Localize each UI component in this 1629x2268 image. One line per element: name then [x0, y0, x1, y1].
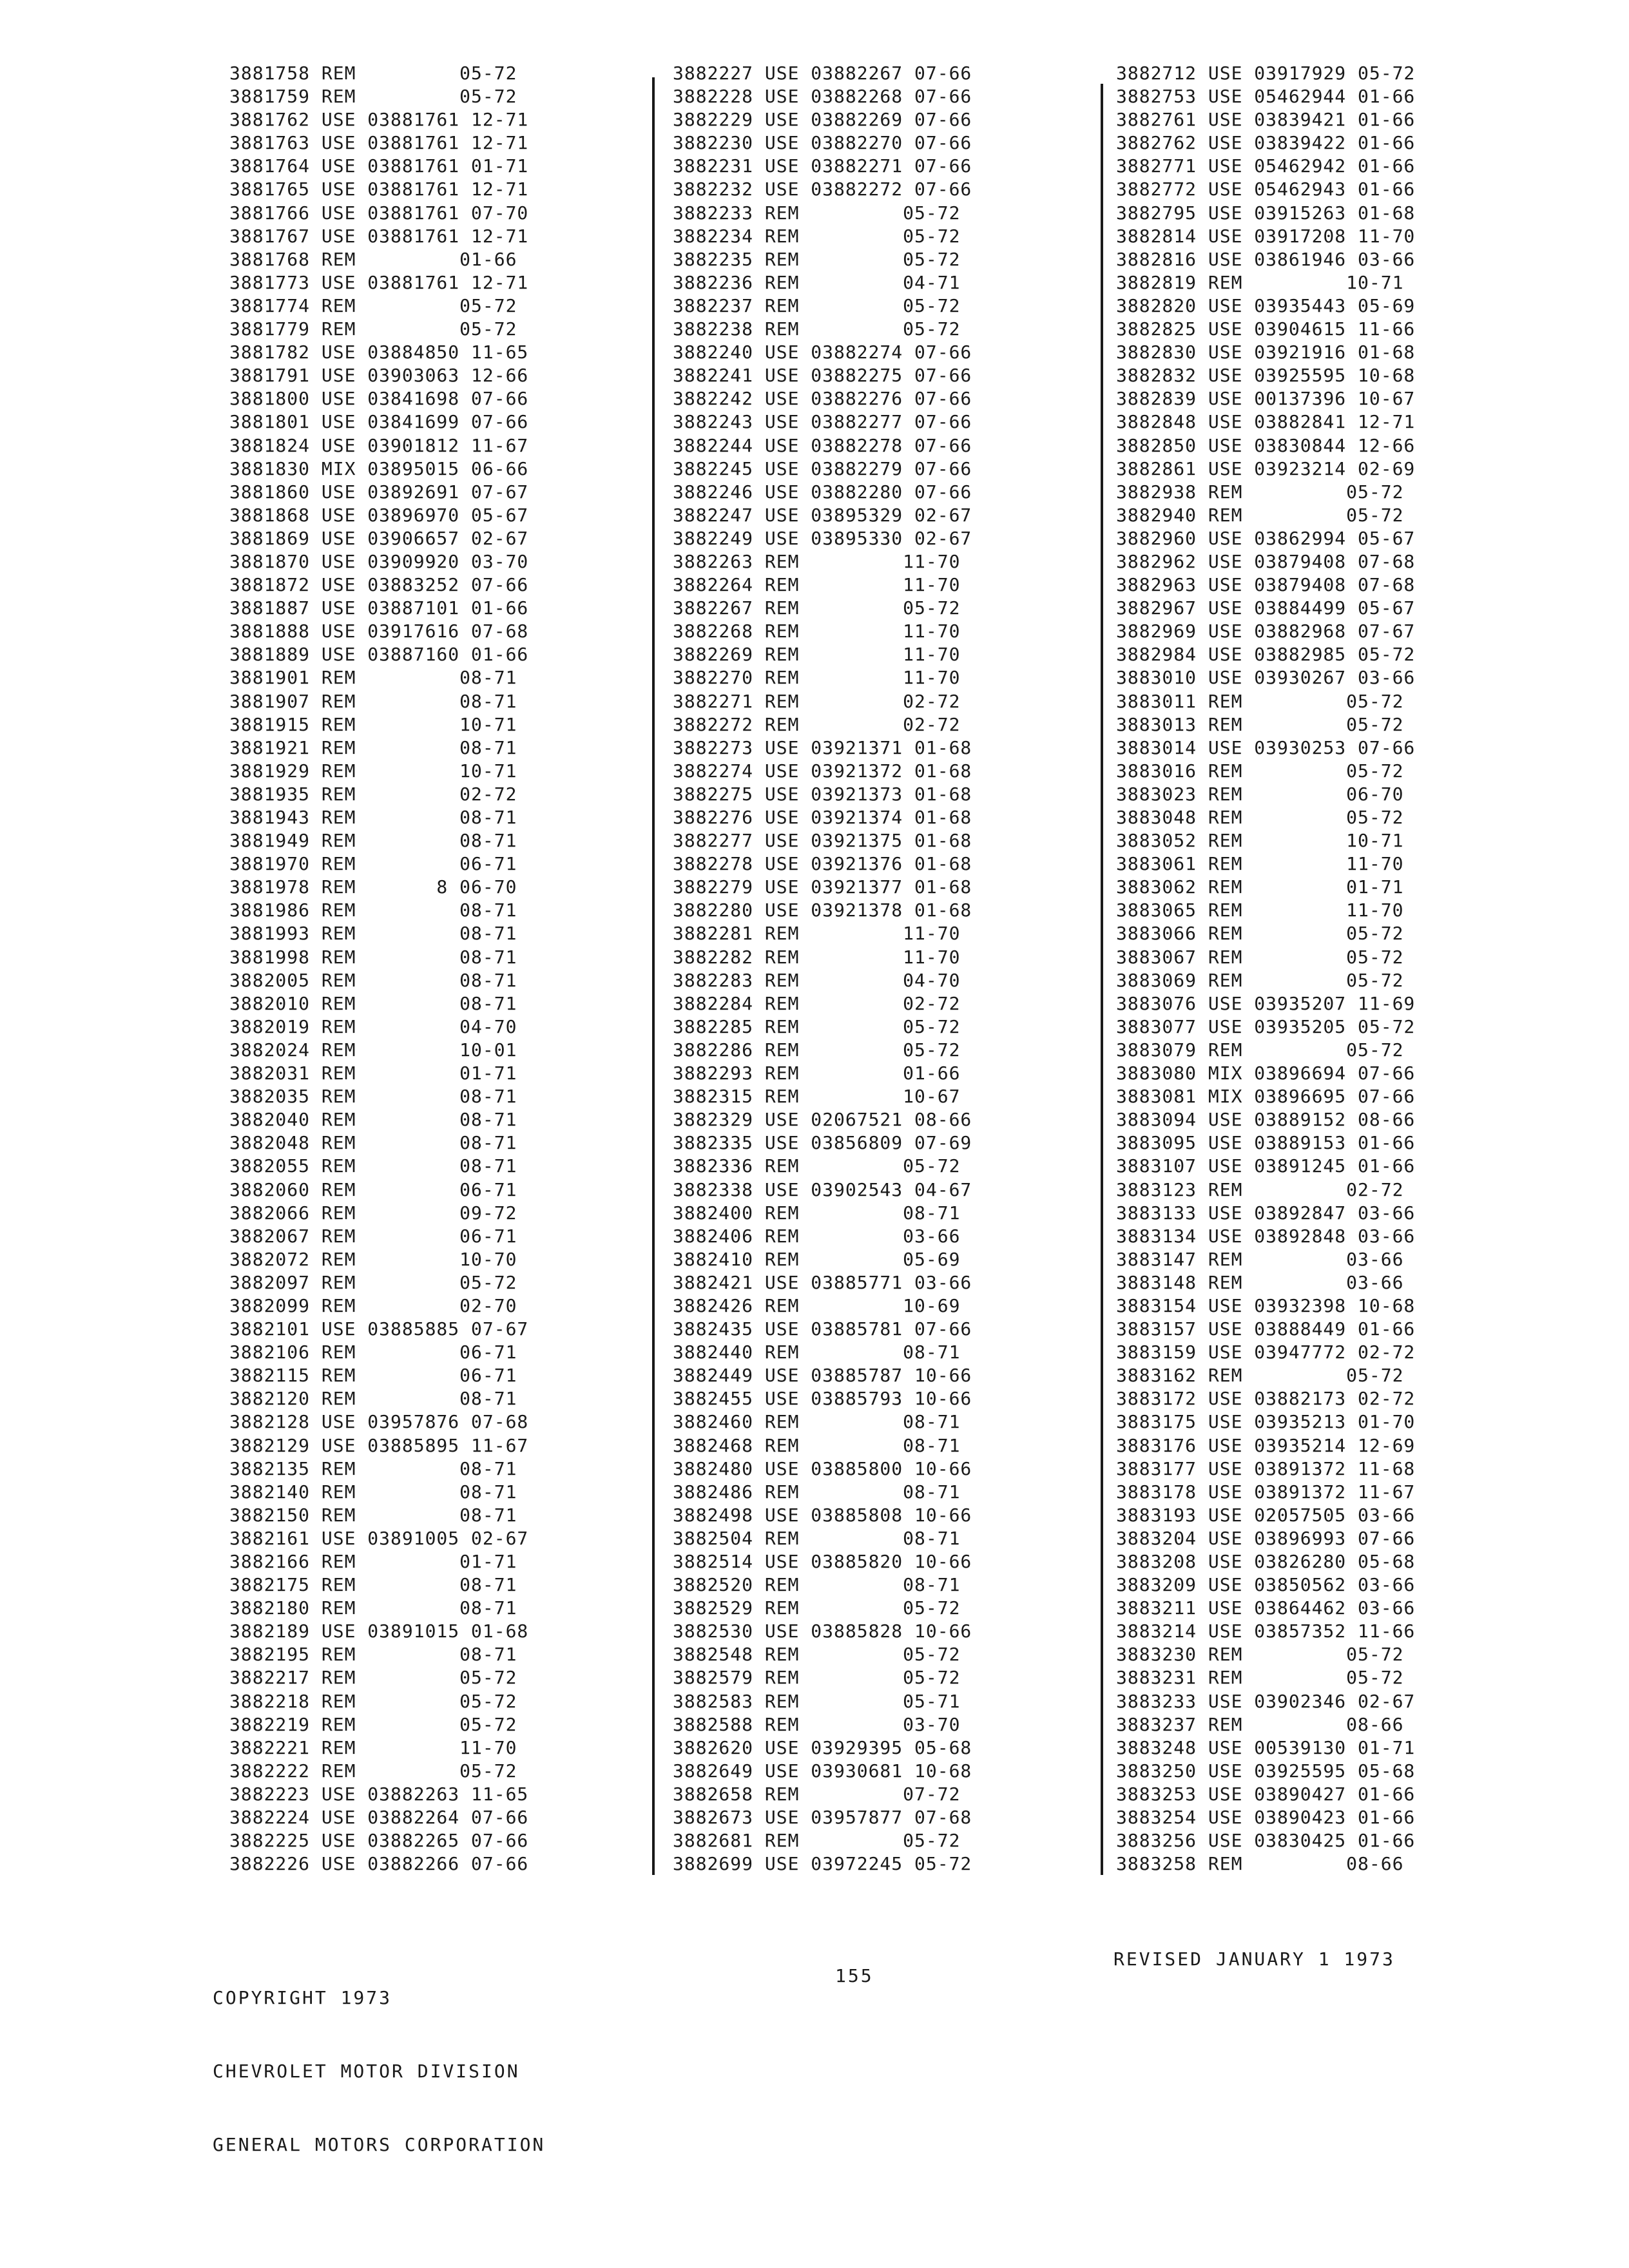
part-entry: 3881800 USE 03841698 07-66	[229, 388, 529, 410]
part-entry: 3883013 REM 05-72	[1116, 713, 1404, 735]
part-entry: 3882264 REM 11-70	[673, 574, 961, 596]
part-entry: 3882222 REM 05-72	[229, 1760, 517, 1782]
part-entry: 3883159 USE 03947772 02-72	[1116, 1341, 1416, 1363]
part-entry: 3882681 REM 05-72	[673, 1830, 961, 1852]
part-entry: 3882236 REM 04-71	[673, 271, 961, 293]
part-entry: 3882772 USE 05462943 01-66	[1116, 178, 1416, 200]
part-entry: 3882486 REM 08-71	[673, 1481, 961, 1503]
part-entry: 3882035 REM 08-71	[229, 1086, 517, 1108]
part-entry: 3882231 USE 03882271 07-66	[673, 155, 972, 177]
part-entry: 3882440 REM 08-71	[673, 1341, 961, 1363]
part-entry: 3881860 USE 03892691 07-67	[229, 481, 529, 503]
part-entry: 3883095 USE 03889153 01-66	[1116, 1132, 1416, 1154]
part-entry: 3883010 USE 03930267 03-66	[1116, 667, 1416, 689]
part-entry: 3882106 REM 06-71	[229, 1341, 517, 1363]
part-entry: 3882426 REM 10-69	[673, 1294, 961, 1316]
part-entry: 3883147 REM 03-66	[1116, 1248, 1404, 1270]
part-entry: 3882060 REM 06-71	[229, 1178, 517, 1200]
part-entry: 3882969 USE 03882968 07-67	[1116, 620, 1416, 642]
part-entry: 3881907 REM 08-71	[229, 690, 517, 712]
part-entry: 3882848 USE 03882841 12-71	[1116, 411, 1416, 433]
part-entry: 3882819 REM 10-71	[1116, 271, 1404, 293]
part-entry: 3881768 REM 01-66	[229, 248, 517, 270]
part-entry: 3882224 USE 03882264 07-66	[229, 1807, 529, 1829]
part-entry: 3882217 REM 05-72	[229, 1667, 517, 1689]
part-entry: 3883077 USE 03935205 05-72	[1116, 1015, 1416, 1037]
part-entry: 3882753 USE 05462944 01-66	[1116, 86, 1416, 108]
part-entry: 3882010 REM 08-71	[229, 992, 517, 1014]
part-entry: 3882175 REM 08-71	[229, 1574, 517, 1596]
part-entry: 3881801 USE 03841699 07-66	[229, 411, 529, 433]
part-entry: 3882329 USE 02067521 08-66	[673, 1109, 972, 1131]
part-entry: 3882960 USE 03862994 05-67	[1116, 527, 1416, 549]
part-entry: 3883253 USE 03890427 01-66	[1116, 1783, 1416, 1805]
part-entry: 3882235 REM 05-72	[673, 248, 961, 270]
part-entry: 3882150 REM 08-71	[229, 1504, 517, 1526]
part-entry: 3881915 REM 10-71	[229, 713, 517, 735]
part-entry: 3881868 USE 03896970 05-67	[229, 504, 529, 526]
part-entry: 3882816 USE 03861946 03-66	[1116, 248, 1416, 270]
part-entry: 3882814 USE 03917208 11-70	[1116, 225, 1416, 247]
part-entry: 3883256 USE 03830425 01-66	[1116, 1830, 1416, 1852]
column-divider	[652, 77, 655, 1875]
part-entry: 3882066 REM 09-72	[229, 1202, 517, 1224]
part-entry: 3882099 REM 02-70	[229, 1294, 517, 1316]
part-entry: 3882480 USE 03885800 10-66	[673, 1457, 972, 1479]
part-entry: 3881889 USE 03887160 01-66	[229, 644, 529, 666]
part-entry: 3881993 REM 08-71	[229, 923, 517, 945]
part-entry: 3881929 REM 10-71	[229, 760, 517, 782]
part-entry: 3883237 REM 08-66	[1116, 1713, 1404, 1735]
part-entry: 3882223 USE 03882263 11-65	[229, 1783, 529, 1805]
part-entry: 3882712 USE 03917929 05-72	[1116, 62, 1416, 84]
part-entry: 3882336 REM 05-72	[673, 1155, 961, 1177]
part-entry: 3883208 USE 03826280 05-68	[1116, 1551, 1416, 1572]
part-entry: 3882241 USE 03882275 07-66	[673, 365, 972, 387]
part-entry: 3882435 USE 03885781 07-66	[673, 1318, 972, 1340]
part-entry: 3882225 USE 03882265 07-66	[229, 1830, 529, 1852]
part-entry: 3882460 REM 08-71	[673, 1411, 961, 1433]
part-entry: 3882166 REM 01-71	[229, 1551, 517, 1572]
part-entry: 3881872 USE 03883252 07-66	[229, 574, 529, 596]
part-entry: 3882455 USE 03885793 10-66	[673, 1388, 972, 1410]
part-entry: 3883061 REM 11-70	[1116, 853, 1404, 875]
part-entry: 3882967 USE 03884499 05-67	[1116, 597, 1416, 619]
part-entry: 3882984 USE 03882985 05-72	[1116, 644, 1416, 666]
part-entry: 3883175 USE 03935213 01-70	[1116, 1411, 1416, 1433]
part-entry: 3882232 USE 03882272 07-66	[673, 178, 972, 200]
part-entry: 3881759 REM 05-72	[229, 86, 517, 108]
part-entry: 3881888 USE 03917616 07-68	[229, 620, 529, 642]
part-entry: 3882280 USE 03921378 01-68	[673, 899, 972, 921]
part-entry: 3882120 REM 08-71	[229, 1388, 517, 1410]
part-entry: 3883154 USE 03932398 10-68	[1116, 1294, 1416, 1316]
part-entry: 3883011 REM 05-72	[1116, 690, 1404, 712]
part-entry: 3881763 USE 03881761 12-71	[229, 132, 529, 154]
part-entry: 3883211 USE 03864462 03-66	[1116, 1597, 1416, 1619]
part-entry: 3882019 REM 04-70	[229, 1015, 517, 1037]
part-entry: 3882504 REM 08-71	[673, 1527, 961, 1549]
part-entry: 3882649 USE 03930681 10-68	[673, 1760, 972, 1782]
part-entry: 3881943 REM 08-71	[229, 807, 517, 828]
corporation-line: GENERAL MOTORS CORPORATION	[213, 2134, 546, 2155]
division-line: CHEVROLET MOTOR DIVISION	[213, 2061, 520, 2082]
part-entry: 3881887 USE 03887101 01-66	[229, 597, 529, 619]
part-entry: 3882005 REM 08-71	[229, 969, 517, 991]
part-entry: 3882620 USE 03929395 05-68	[673, 1736, 972, 1758]
part-entry: 3882940 REM 05-72	[1116, 504, 1404, 526]
part-entry: 3882839 USE 00137396 10-67	[1116, 388, 1416, 410]
part-entry: 3883133 USE 03892847 03-66	[1116, 1202, 1416, 1224]
part-entry: 3881870 USE 03909920 03-70	[229, 550, 529, 572]
part-entry: 3881935 REM 02-72	[229, 783, 517, 805]
part-entry: 3882227 USE 03882267 07-66	[673, 62, 972, 84]
part-entry: 3881998 REM 08-71	[229, 946, 517, 968]
column-divider	[1101, 84, 1103, 1875]
part-entry: 3881901 REM 08-71	[229, 667, 517, 689]
part-entry: 3882468 REM 08-71	[673, 1434, 961, 1456]
part-entry: 3882279 USE 03921377 01-68	[673, 876, 972, 898]
part-entry: 3881767 USE 03881761 12-71	[229, 225, 529, 247]
part-entry: 3882274 USE 03921372 01-68	[673, 760, 972, 782]
part-entry: 3882286 REM 05-72	[673, 1039, 961, 1061]
part-entry: 3882762 USE 03839422 01-66	[1116, 132, 1416, 154]
part-entry: 3882400 REM 08-71	[673, 1202, 961, 1224]
part-entry: 3882245 USE 03882279 07-66	[673, 457, 972, 479]
part-entry: 3883233 USE 03902346 02-67	[1116, 1690, 1416, 1712]
part-entry: 3883214 USE 03857352 11-66	[1116, 1620, 1416, 1642]
part-entry: 3882673 USE 03957877 07-68	[673, 1807, 972, 1829]
part-entry: 3882230 USE 03882270 07-66	[673, 132, 972, 154]
part-entry: 3882228 USE 03882268 07-66	[673, 86, 972, 108]
part-entry: 3882072 REM 10-70	[229, 1248, 517, 1270]
part-entry: 3882234 REM 05-72	[673, 225, 961, 247]
part-entry: 3883209 USE 03850562 03-66	[1116, 1574, 1416, 1596]
part-entry: 3882861 USE 03923214 02-69	[1116, 457, 1416, 479]
part-entry: 3882699 USE 03972245 05-72	[673, 1853, 972, 1875]
parts-column-2	[673, 62, 1085, 1876]
part-entry: 3881869 USE 03906657 02-67	[229, 527, 529, 549]
part-entry: 3883065 REM 11-70	[1116, 899, 1404, 921]
part-entry: 3882335 USE 03856809 07-69	[673, 1132, 972, 1154]
part-entry: 3882189 USE 03891015 01-68	[229, 1620, 529, 1642]
part-entry: 3883052 REM 10-71	[1116, 830, 1404, 852]
part-entry: 3882233 REM 05-72	[673, 202, 961, 224]
part-entry: 3883066 REM 05-72	[1116, 923, 1404, 945]
part-entry: 3883048 REM 05-72	[1116, 807, 1404, 828]
part-entry: 3882825 USE 03904615 11-66	[1116, 318, 1416, 340]
part-entry: 3883248 USE 00539130 01-71	[1116, 1736, 1416, 1758]
part-entry: 3882850 USE 03830844 12-66	[1116, 434, 1416, 456]
part-entry: 3882128 USE 03957876 07-68	[229, 1411, 529, 1433]
part-entry: 3882240 USE 03882274 07-66	[673, 341, 972, 363]
part-entry: 3881830 MIX 03895015 06-66	[229, 457, 529, 479]
part-entry: 3882406 REM 03-66	[673, 1225, 961, 1247]
part-entry: 3881774 REM 05-72	[229, 294, 517, 316]
part-entry: 3883177 USE 03891372 11-68	[1116, 1457, 1416, 1479]
part-entry: 3882129 USE 03885895 11-67	[229, 1434, 529, 1456]
part-entry: 3883016 REM 05-72	[1116, 760, 1404, 782]
part-entry: 3883067 REM 05-72	[1116, 946, 1404, 968]
part-entry: 3883081 MIX 03896695 07-66	[1116, 1086, 1416, 1108]
part-entry: 3881949 REM 08-71	[229, 830, 517, 852]
part-entry: 3882270 REM 11-70	[673, 667, 961, 689]
part-entry: 3883250 USE 03925595 05-68	[1116, 1760, 1416, 1782]
part-entry: 3882761 USE 03839421 01-66	[1116, 109, 1416, 131]
part-entry: 3882101 USE 03885885 07-67	[229, 1318, 529, 1340]
part-entry: 3882048 REM 08-71	[229, 1132, 517, 1154]
part-entry: 3882820 USE 03935443 05-69	[1116, 294, 1416, 316]
copyright-line: COPYRIGHT 1973	[213, 1987, 392, 2008]
part-entry: 3883148 REM 03-66	[1116, 1271, 1404, 1293]
part-entry: 3881986 REM 08-71	[229, 899, 517, 921]
part-entry: 3882267 REM 05-72	[673, 597, 961, 619]
part-entry: 3881764 USE 03881761 01-71	[229, 155, 529, 177]
part-entry: 3882514 USE 03885820 10-66	[673, 1551, 972, 1572]
part-entry: 3883176 USE 03935214 12-69	[1116, 1434, 1416, 1456]
part-entry: 3883014 USE 03930253 07-66	[1116, 736, 1416, 758]
part-entry: 3881978 REM 8 06-70	[229, 876, 517, 898]
part-entry: 3883258 REM 08-66	[1116, 1853, 1404, 1875]
part-entry: 3882281 REM 11-70	[673, 923, 961, 945]
part-entry: 3882275 USE 03921373 01-68	[673, 783, 972, 805]
parts-column-1	[229, 62, 642, 1876]
part-entry: 3882449 USE 03885787 10-66	[673, 1365, 972, 1387]
part-entry: 3882579 REM 05-72	[673, 1667, 961, 1689]
part-entry: 3881758 REM 05-72	[229, 62, 517, 84]
part-entry: 3881824 USE 03901812 11-67	[229, 434, 529, 456]
part-entry: 3883172 USE 03882173 02-72	[1116, 1388, 1416, 1410]
part-entry: 3883254 USE 03890423 01-66	[1116, 1807, 1416, 1829]
part-entry: 3883123 REM 02-72	[1116, 1178, 1404, 1200]
part-entry: 3881762 USE 03881761 12-71	[229, 109, 529, 131]
part-entry: 3882338 USE 03902543 04-67	[673, 1178, 972, 1200]
part-entry: 3882237 REM 05-72	[673, 294, 961, 316]
part-entry: 3881921 REM 08-71	[229, 736, 517, 758]
part-entry: 3882243 USE 03882277 07-66	[673, 411, 972, 433]
part-entry: 3882529 REM 05-72	[673, 1597, 961, 1619]
part-entry: 3882832 USE 03925595 10-68	[1116, 365, 1416, 387]
part-entry: 3883069 REM 05-72	[1116, 969, 1404, 991]
part-entry: 3883062 REM 01-71	[1116, 876, 1404, 898]
part-entry: 3882229 USE 03882269 07-66	[673, 109, 972, 131]
part-entry: 3881782 USE 03884850 11-65	[229, 341, 529, 363]
part-entry: 3882282 REM 11-70	[673, 946, 961, 968]
part-entry: 3882218 REM 05-72	[229, 1690, 517, 1712]
part-entry: 3882097 REM 05-72	[229, 1271, 517, 1293]
part-entry: 3882938 REM 05-72	[1116, 481, 1404, 503]
part-entry: 3882268 REM 11-70	[673, 620, 961, 642]
part-entry: 3882031 REM 01-71	[229, 1062, 517, 1084]
part-entry: 3881765 USE 03881761 12-71	[229, 178, 529, 200]
part-entry: 3882180 REM 08-71	[229, 1597, 517, 1619]
part-entry: 3882284 REM 02-72	[673, 992, 961, 1014]
part-entry: 3882410 REM 05-69	[673, 1248, 961, 1270]
part-entry: 3882271 REM 02-72	[673, 690, 961, 712]
part-entry: 3883107 USE 03891245 01-66	[1116, 1155, 1416, 1177]
part-entry: 3881766 USE 03881761 07-70	[229, 202, 529, 224]
part-entry: 3882242 USE 03882276 07-66	[673, 388, 972, 410]
part-entry: 3882771 USE 05462942 01-66	[1116, 155, 1416, 177]
part-entry: 3882658 REM 07-72	[673, 1783, 961, 1805]
part-entry: 3882276 USE 03921374 01-68	[673, 807, 972, 828]
part-entry: 3881773 USE 03881761 12-71	[229, 271, 529, 293]
part-entry: 3882283 REM 04-70	[673, 969, 961, 991]
part-entry: 3882040 REM 08-71	[229, 1109, 517, 1131]
page-number: 155	[835, 1965, 874, 1986]
part-entry: 3882962 USE 03879408 07-68	[1116, 550, 1416, 572]
part-entry: 3882963 USE 03879408 07-68	[1116, 574, 1416, 596]
part-entry: 3881791 USE 03903063 12-66	[229, 365, 529, 387]
part-entry: 3882421 USE 03885771 03-66	[673, 1271, 972, 1293]
part-entry: 3882067 REM 06-71	[229, 1225, 517, 1247]
part-entry: 3882238 REM 05-72	[673, 318, 961, 340]
parts-column-3	[1116, 62, 1567, 1876]
part-entry: 3883094 USE 03889152 08-66	[1116, 1109, 1416, 1131]
part-entry: 3882285 REM 05-72	[673, 1015, 961, 1037]
part-entry: 3883178 USE 03891372 11-67	[1116, 1481, 1416, 1503]
copyright-block	[213, 1937, 545, 2182]
part-entry: 3882247 USE 03895329 02-67	[673, 504, 972, 526]
part-entry: 3882548 REM 05-72	[673, 1644, 961, 1666]
part-entry: 3883193 USE 02057505 03-66	[1116, 1504, 1416, 1526]
part-entry: 3882244 USE 03882278 07-66	[673, 434, 972, 456]
part-entry: 3882024 REM 10-01	[229, 1039, 517, 1061]
part-entry: 3882588 REM 03-70	[673, 1713, 961, 1735]
part-entry: 3882226 USE 03882266 07-66	[229, 1853, 529, 1875]
part-entry: 3883204 USE 03896993 07-66	[1116, 1527, 1416, 1549]
part-entry: 3881970 REM 06-71	[229, 853, 517, 875]
part-entry: 3882278 USE 03921376 01-68	[673, 853, 972, 875]
part-entry: 3882583 REM 05-71	[673, 1690, 961, 1712]
part-entry: 3882277 USE 03921375 01-68	[673, 830, 972, 852]
part-entry: 3883080 MIX 03896694 07-66	[1116, 1062, 1416, 1084]
part-entry: 3882055 REM 08-71	[229, 1155, 517, 1177]
part-entry: 3883231 REM 05-72	[1116, 1667, 1404, 1689]
part-entry: 3882263 REM 11-70	[673, 550, 961, 572]
part-entry: 3883162 REM 05-72	[1116, 1365, 1404, 1387]
part-entry: 3882246 USE 03882280 07-66	[673, 481, 972, 503]
part-entry: 3883076 USE 03935207 11-69	[1116, 992, 1416, 1014]
part-entry: 3882795 USE 03915263 01-68	[1116, 202, 1416, 224]
part-entry: 3883023 REM 06-70	[1116, 783, 1404, 805]
part-entry: 3882140 REM 08-71	[229, 1481, 517, 1503]
part-entry: 3882293 REM 01-66	[673, 1062, 961, 1084]
part-entry: 3882530 USE 03885828 10-66	[673, 1620, 972, 1642]
part-entry: 3883079 REM 05-72	[1116, 1039, 1404, 1061]
part-entry: 3882272 REM 02-72	[673, 713, 961, 735]
part-entry: 3882195 REM 08-71	[229, 1644, 517, 1666]
part-entry: 3883134 USE 03892848 03-66	[1116, 1225, 1416, 1247]
part-entry: 3881779 REM 05-72	[229, 318, 517, 340]
part-entry: 3882520 REM 08-71	[673, 1574, 961, 1596]
part-entry: 3882115 REM 06-71	[229, 1365, 517, 1387]
part-entry: 3882273 USE 03921371 01-68	[673, 736, 972, 758]
part-entry: 3882830 USE 03921916 01-68	[1116, 341, 1416, 363]
part-entry: 3882161 USE 03891005 02-67	[229, 1527, 529, 1549]
part-entry: 3882221 REM 11-70	[229, 1736, 517, 1758]
part-entry: 3882269 REM 11-70	[673, 644, 961, 666]
part-entry: 3882498 USE 03885808 10-66	[673, 1504, 972, 1526]
part-entry: 3882135 REM 08-71	[229, 1457, 517, 1479]
part-entry: 3883230 REM 05-72	[1116, 1644, 1404, 1666]
part-entry: 3882249 USE 03895330 02-67	[673, 527, 972, 549]
revised-date: REVISED JANUARY 1 1973	[1113, 1948, 1395, 1970]
part-entry: 3882315 REM 10-67	[673, 1086, 961, 1108]
part-entry: 3883157 USE 03888449 01-66	[1116, 1318, 1416, 1340]
part-entry: 3882219 REM 05-72	[229, 1713, 517, 1735]
